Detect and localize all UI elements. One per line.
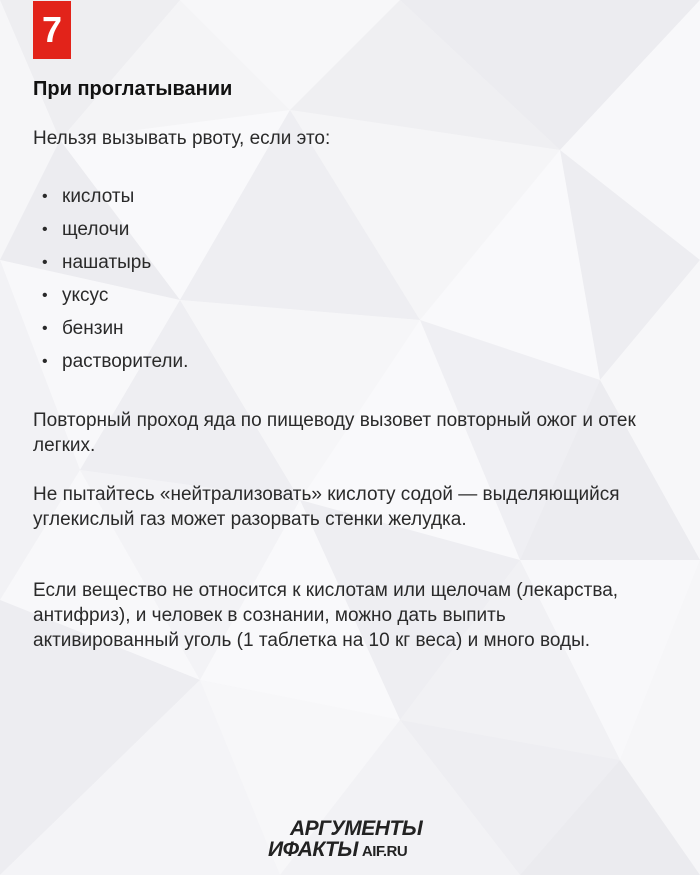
logo-line-2-text: ИФАКТЫ: [268, 838, 358, 861]
logo-line-1: АРГУМЕНТЫ: [290, 817, 423, 840]
bullet: •: [42, 287, 48, 304]
bullet: •: [42, 188, 48, 205]
list-item-text: щелочи: [62, 219, 130, 240]
list-item: [33, 246, 188, 279]
section-heading: При проглатывании: [33, 78, 233, 100]
list-item-text: уксус: [62, 285, 109, 306]
step-number-badge: [33, 1, 71, 59]
bullet: •: [42, 254, 48, 271]
paragraph-reflux-warning: Повторный проход яда по пищеводу вызовет повторный ожог и отек легких.: [33, 410, 636, 456]
list-item-text: кислоты: [62, 186, 135, 207]
list-item-text: нашатырь: [62, 252, 152, 273]
logo-line-2: [268, 839, 407, 863]
intro-text: Нельзя вызывать рвоту, если это:: [33, 128, 331, 149]
bullet: •: [42, 221, 48, 238]
list-item: [33, 345, 188, 378]
bullet: •: [42, 320, 48, 337]
paragraph-charcoal-advice: Если вещество не относится к кислотам или щелочам (лекарства, антифриз), и человек в сознании, можно дать выпить активированный уголь (1 таблетка на 10 кг веса) и много воды.: [33, 580, 619, 651]
list-item: [33, 312, 188, 345]
logo-site: AIF.RU: [361, 843, 408, 860]
list-item: [33, 279, 188, 312]
aif-logo: [268, 818, 448, 864]
list-item-text: растворители.: [62, 351, 189, 372]
substance-list: [33, 180, 188, 378]
paragraph-soda-warning: Не пытайтесь «нейтрализовать» кислоту содой — выделяющийся углекислый газ может разорвать стенки желудка.: [33, 484, 620, 530]
bullet: •: [42, 353, 48, 370]
list-item: [33, 180, 188, 213]
step-number: 7: [41, 9, 63, 50]
list-item: [33, 213, 188, 246]
list-item-text: бензин: [62, 318, 124, 339]
